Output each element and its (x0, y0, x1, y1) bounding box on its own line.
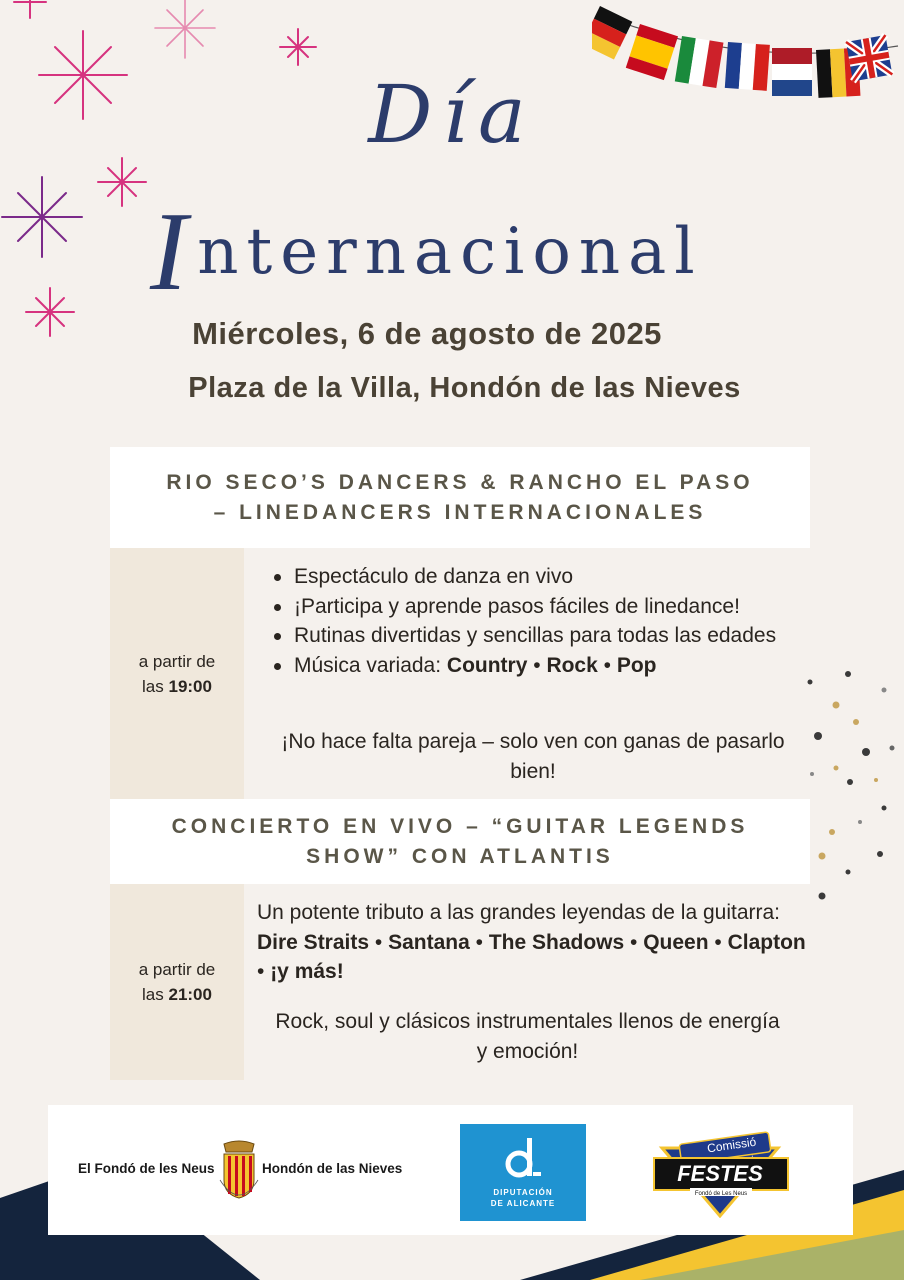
diputacion-line2: DE ALICANTE (490, 1199, 556, 1208)
sparkle-icon (14, 0, 46, 18)
sparkle-icon (155, 0, 215, 58)
list-item: Espectáculo de danza en vivo (272, 562, 812, 592)
page-title-line2 (150, 188, 703, 317)
section2-note: Rock, soul y clásicos instrumentales llenos de energía y emoción! (275, 1010, 780, 1063)
comissio-festes-logo (650, 1128, 790, 1218)
page-title-line1: Día (368, 68, 536, 161)
section2-time-value: 21:00 (168, 985, 212, 1004)
section2-heading (110, 799, 810, 884)
list-item-music: Música variada: Country • Rock • Pop (272, 651, 812, 681)
list-item: ¡Participa y aprende pasos fáciles de linedance! (272, 592, 812, 622)
section1-time-line: las 19:00 (142, 676, 212, 696)
diputacion-alicante-logo (460, 1124, 586, 1221)
section2-time-line: las 21:00 (142, 985, 212, 1004)
sparkle-icon (280, 29, 316, 65)
section1-heading-line1: RIO SECO’S DANCERS & RANCHO EL PASO (166, 470, 754, 494)
coat-of-arms-icon (214, 1140, 264, 1204)
sparkle-icon (98, 158, 146, 206)
diputacion-line1: DIPUTACIÓN (493, 1188, 553, 1197)
section2-time-prefix: a partir de (138, 960, 216, 979)
section1-heading (110, 447, 810, 548)
section1-bullets (272, 562, 812, 680)
flag-germany-icon (592, 6, 632, 60)
event-date: Miércoles, 6 de agosto de 2025 (192, 316, 662, 351)
section1-note: ¡No hace falta pareja – solo ven con ganas de pasarlo bien! (281, 730, 785, 783)
section2-intro: Un potente tributo a las grandes leyendas de la guitarra: Dire Straits • Santana • The Shadows • Queen • Clapton • ¡y más! (257, 901, 806, 983)
title-rest: nternacional (197, 215, 703, 289)
festes-main-text: FESTES (677, 1161, 763, 1186)
diputacion-a-icon (503, 1136, 543, 1180)
section1-time-prefix: a partir de (138, 651, 216, 671)
section1-body (272, 562, 812, 680)
festes-sub-text: Fondó de Les Neus (694, 1191, 748, 1197)
event-place: Plaza de la Villa, Hondón de las Nieves (188, 372, 741, 404)
festes-top-text: Comissió (706, 1134, 758, 1156)
municipality-left-label: El Fondó de les Neus (78, 1161, 215, 1176)
section1-heading-line2: – LINEDANCERS INTERNACIONALES (213, 500, 707, 524)
section1-time (110, 548, 244, 799)
list-item: Rutinas divertidas y sencillas para todas las edades (272, 621, 812, 651)
section2-heading-line2: SHOW” CON ATLANTIS (306, 844, 614, 868)
section2-time (110, 884, 244, 1080)
sparkle-icon (2, 177, 82, 257)
section1-time-value: 19:00 (168, 676, 212, 696)
title-initial: I (150, 190, 196, 314)
municipality-right-label: Hondón de las Nieves (262, 1161, 403, 1176)
section2-heading-line1: CONCIERTO EN VIVO – “GUITAR LEGENDS (171, 814, 749, 838)
